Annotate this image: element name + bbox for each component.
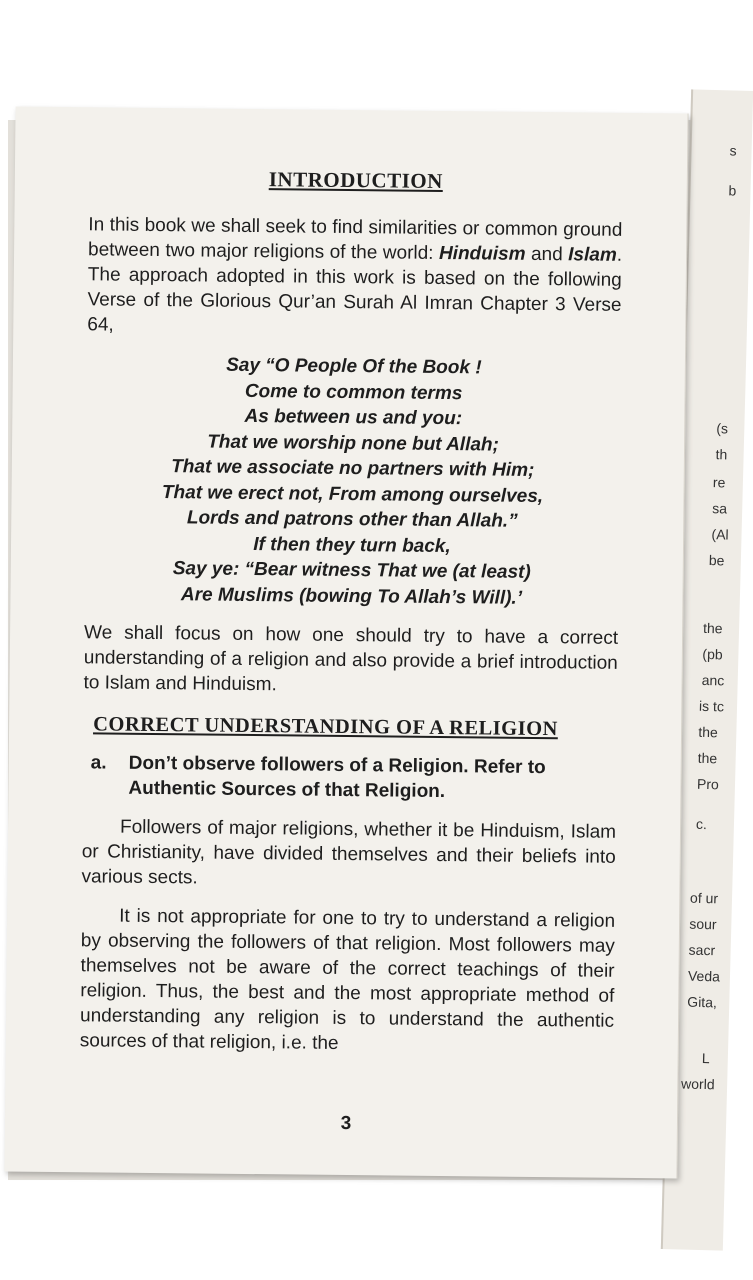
- adjacent-page-text: (pb: [702, 645, 723, 663]
- correct-understanding-heading: CORRECT UNDERSTANDING OF A RELIGION: [93, 713, 558, 741]
- adjacent-page-text: (s: [716, 420, 729, 437]
- adjacent-page-text: Gita,: [687, 993, 718, 1011]
- intro-text-part1: In this book we shall seek to find similarities or common ground between two major religions of the world:: [87, 214, 623, 264]
- adjacent-page-text: s: [729, 142, 737, 159]
- adjacent-page-text: sour: [689, 915, 717, 933]
- verse-line: Say “O People Of the Book !: [226, 354, 482, 379]
- adjacent-page-text: th: [715, 446, 728, 463]
- appropriate-paragraph: It is not appropriate for one to try to understand a religion by observing the followers of that religion. Most followers may themselves not be aware of the correct teachings of their religion. Thus, the best and the most appropriate method of understanding any religion is to understand the authentic sources of that religion, i.e. the: [79, 905, 616, 1054]
- verse-line: That we erect not, From among ourselves,: [161, 481, 544, 507]
- intro-and: and: [525, 243, 569, 266]
- hinduism-term: Hinduism: [438, 242, 526, 265]
- adjacent-page-text: Pro: [696, 775, 720, 793]
- adjacent-page-text: sa: [712, 500, 728, 517]
- adjacent-page-text: L: [701, 1050, 710, 1067]
- intro-text-part2: . The approach adopted in this work is based on the following Verse of the Glorious Qur’an Surah Al Imran Chapter 3 Verse 64,: [87, 244, 623, 336]
- adjacent-page-text: the: [697, 749, 718, 767]
- verse-line: As between us and you:: [244, 405, 463, 430]
- list-item-a: [82, 750, 616, 806]
- book-page: [4, 107, 688, 1179]
- adjacent-page-text: sacr: [688, 941, 716, 959]
- adjacent-page-text: c.: [695, 815, 708, 833]
- introduction-heading: INTRODUCTION: [268, 167, 443, 193]
- page-number: 3: [340, 1112, 352, 1135]
- focus-paragraph: We shall focus on how one should try to have a correct understanding of a religion and also provide a brief introduction to Islam and Hinduism.: [83, 622, 619, 696]
- adjacent-page-text: world: [680, 1075, 715, 1093]
- followers-paragraph: Followers of major religions, whether it be Hinduism, Islam or Christianity, have divided themselves and their beliefs into various sects.: [81, 816, 617, 889]
- adjacent-page-text: anc: [701, 671, 725, 689]
- quran-verse: [84, 351, 621, 612]
- page-content: [79, 165, 623, 1135]
- verse-line: Are Muslims (bowing To Allah’s Will).’: [180, 583, 523, 609]
- verse-line: That we associate no partners with Him;: [171, 456, 535, 481]
- intro-paragraph: [87, 212, 622, 343]
- adjacent-page-text: of ur: [689, 889, 719, 907]
- adjacent-page-text: be: [708, 552, 725, 569]
- adjacent-page-text: Veda: [687, 967, 721, 985]
- verse-line: Lords and patrons other than Allah.”: [186, 507, 518, 532]
- verse-line: If then they turn back,: [253, 533, 451, 557]
- verse-line: Come to common terms: [244, 380, 463, 404]
- adjacent-page-text: b: [728, 182, 737, 199]
- adjacent-page-text: is tc: [698, 697, 725, 715]
- adjacent-page-text: the: [702, 619, 723, 637]
- list-item-text: Don’t observe followers of a Religion. Refer to Authentic Sources of that Religion.: [128, 752, 546, 803]
- adjacent-page-text: the: [698, 723, 719, 741]
- adjacent-page-text: (Al: [711, 526, 729, 543]
- verse-line: Say ye: “Bear witness That we (at least): [172, 558, 531, 583]
- verse-line: That we worship none but Allah;: [207, 431, 500, 456]
- islam-term: Islam: [568, 244, 617, 266]
- list-item-label: a.: [90, 752, 107, 774]
- adjacent-page-text: re: [712, 474, 726, 491]
